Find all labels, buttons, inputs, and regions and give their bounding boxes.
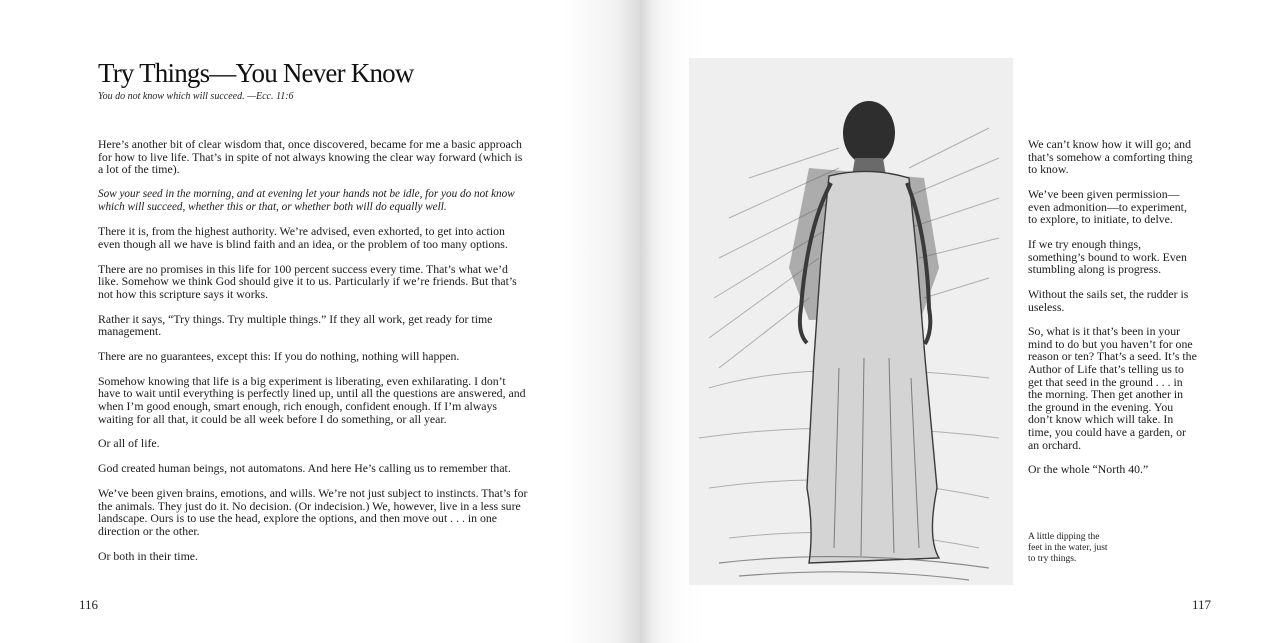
paragraph: Or all of life.: [98, 436, 160, 451]
paragraph: We’ve been given permission—even admonition—to experiment, to explore, to initiate, to delve.: [1028, 186, 1187, 227]
body-text: [98, 138, 530, 574]
page-number-right: 117: [1192, 597, 1212, 612]
paragraph: Or both in their time.: [98, 548, 198, 563]
paragraph: Without the sails set, the rudder is useless.: [1028, 286, 1189, 314]
scripture-quote: Sow your seed in the morning, and at evening let your hands not be idle, for you do not know which will succeed, whether this or that, or whether both will do equally well.: [98, 187, 515, 213]
paragraph: Here’s another bit of clear wisdom that, once discovered, became for me a basic approach for how to live life. That’s in spite of not always knowing the clear way forward (which is a lot of the time).: [98, 137, 523, 177]
paragraph: So, what is it that’s been in your mind to do but you haven’t for one reason or ten? That’s a seed. It’s the Author of Life that’s telling us to get that seed in the ground . . . in the morning. Then get another in the ground in the evening. You don’t know which will take. In time, you could have a garden, or an orchard.: [1028, 324, 1197, 452]
paragraph: We’ve been given brains, emotions, and wills. We’re not just subject to instincts. That’s for the animals. They just do it. No decision. (Or indecision.) We, however, live in a less sure landscape. Ours is to use the head, explore the options, and then move out . . . in one direction or the other.: [98, 485, 528, 538]
left-page: [0, 0, 640, 643]
chapter-title: Try Things—You Never Know: [98, 58, 414, 88]
side-text: [1028, 138, 1198, 488]
paragraph: There are no promises in this life for 100 percent success every time. That’s what we’d like. Somehow we think God should give it to us. Particularly if we’re friends. But that’s not how this scripture says it works.: [98, 261, 517, 301]
paragraph: Or the whole “North 40.”: [1028, 462, 1149, 477]
epigraph: You do not know which will succeed. —Ecc. 11:6: [98, 91, 294, 102]
page-number-left: 116: [79, 597, 99, 612]
paragraph: If we try enough things, something’s bound to work. Even stumbling along is progress.: [1028, 236, 1187, 277]
right-page: [640, 0, 1287, 643]
paragraph: Somehow knowing that life is a big experiment is liberating, even exhilarating. I don’t have to wait until everything is perfectly lined up, until all the questions are answered, and when I’m good enough, smart enough, rich enough, confident enough. If I’m always waiting for all that, it could be all week before I do something, or all year.: [98, 373, 526, 426]
paragraph: God created human beings, not automatons. And here He’s calling us to remember that.: [98, 461, 511, 476]
paragraph: There it is, from the highest authority. We’re advised, even exhorted, to get into action even though all we have is blind faith and an idea, or the problem of too many options.: [98, 224, 508, 251]
paragraph: Rather it says, “Try things. Try multiple things.” If they all work, get ready for time management.: [98, 311, 493, 339]
paragraph: There are no guarantees, except this: If you do nothing, nothing will happen.: [98, 349, 460, 364]
pencil-sketch-illustration: [689, 58, 1013, 585]
figure-drawing: [689, 58, 1013, 585]
image-caption: A little dipping the feet in the water, just to try things.: [1028, 532, 1108, 564]
paragraph: We can’t know how it will go; and that’s somehow a comforting thing to know.: [1028, 137, 1193, 177]
